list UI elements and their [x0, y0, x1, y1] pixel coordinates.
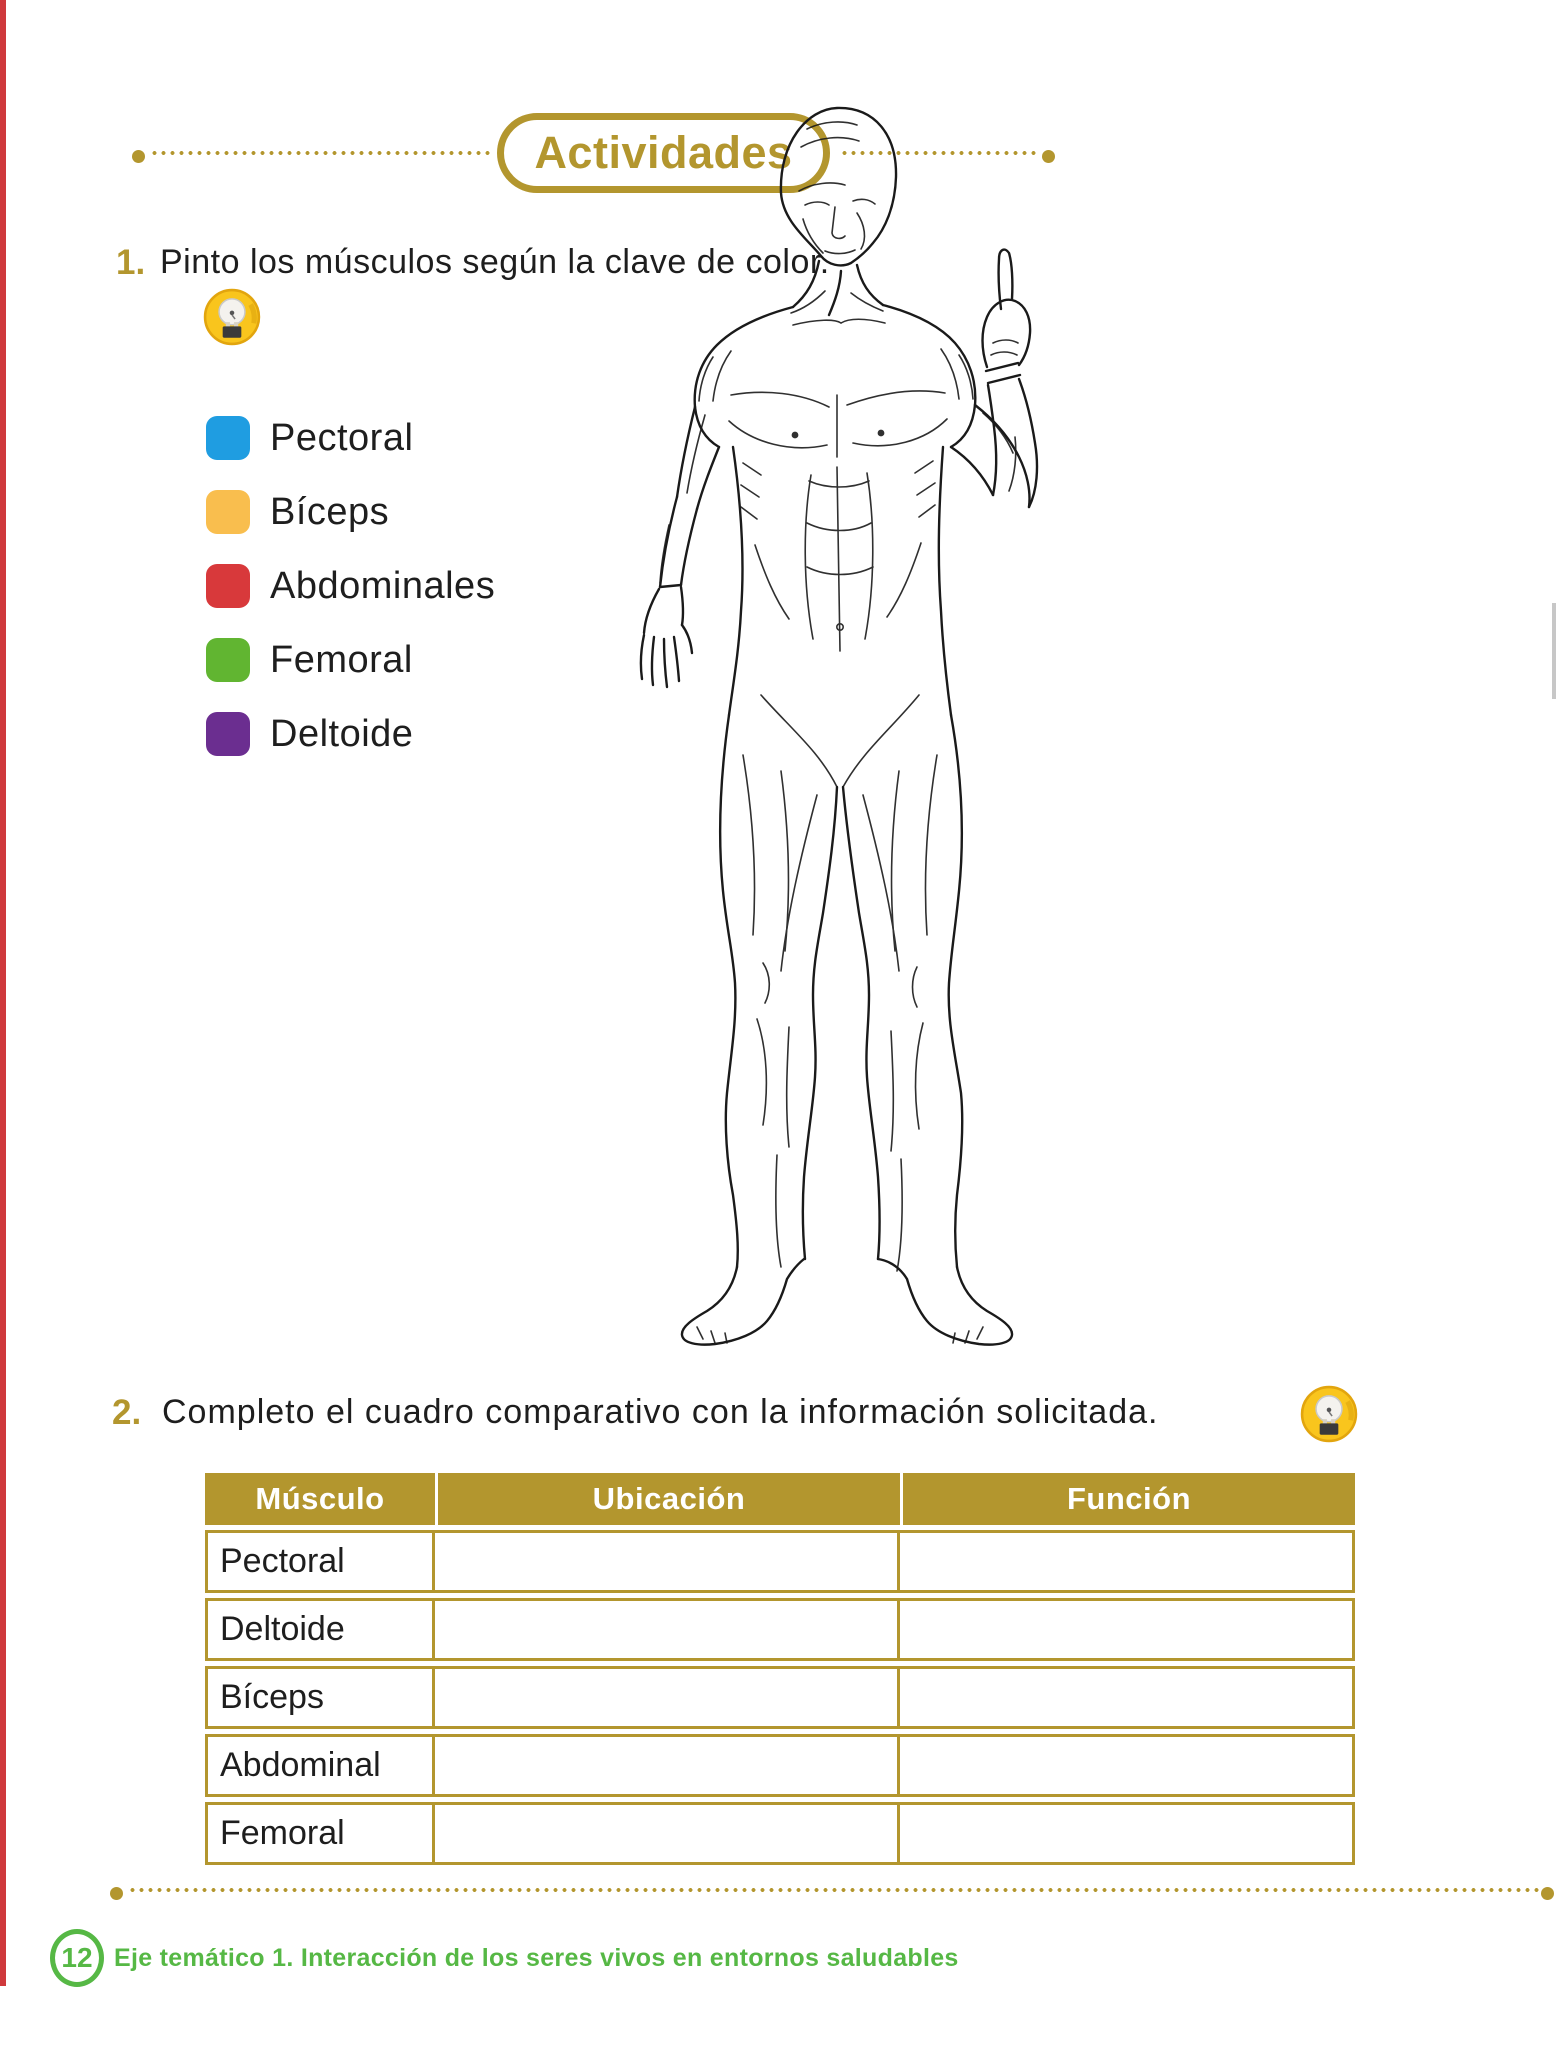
leader-line-bottom — [128, 1887, 1540, 1893]
table-row — [205, 1598, 1355, 1661]
answer-cell-funcion[interactable] — [897, 1666, 1355, 1729]
legend-label: Bíceps — [270, 490, 390, 533]
human-muscular-figure-illustration — [585, 95, 1225, 1365]
color-swatch-deltoide[interactable] — [206, 712, 250, 756]
activity2-number: 2. — [112, 1393, 142, 1432]
row-label: Abdominal — [205, 1734, 435, 1797]
row-label: Pectoral — [205, 1530, 435, 1593]
legend-label: Pectoral — [270, 416, 414, 459]
page-edge-red-bar — [0, 0, 6, 1986]
answer-cell-ubicacion[interactable] — [432, 1530, 900, 1593]
table-header-ubicacion: Ubicación — [435, 1473, 900, 1525]
color-swatch-pectoral[interactable] — [206, 416, 250, 460]
table-header-musculo: Músculo — [255, 1481, 385, 1516]
answer-cell-funcion[interactable] — [897, 1734, 1355, 1797]
leader-dot-right — [1541, 1887, 1554, 1900]
legend-label: Abdominales — [270, 564, 496, 607]
page-number-badge — [50, 1929, 104, 1987]
answer-cell-funcion[interactable] — [897, 1802, 1355, 1865]
leader-line-left — [150, 150, 494, 156]
legend-item — [206, 490, 389, 534]
answer-cell-ubicacion[interactable] — [432, 1598, 900, 1661]
color-swatch-femoral[interactable] — [206, 638, 250, 682]
color-swatch-abdominales[interactable] — [206, 564, 250, 608]
legend-item — [206, 712, 413, 756]
color-swatch-biceps[interactable] — [206, 490, 250, 534]
leader-dot-left — [110, 1887, 123, 1900]
lightbulb-icon — [203, 288, 261, 346]
row-label: Deltoide — [205, 1598, 435, 1661]
table-row — [205, 1734, 1355, 1797]
answer-cell-funcion[interactable] — [897, 1598, 1355, 1661]
activity1-number: 1. — [116, 243, 146, 282]
legend-label: Deltoide — [270, 712, 414, 755]
footer-theme-text: Eje temático 1. Interacción de los seres vivos en entornos saludables — [114, 1944, 959, 1972]
answer-cell-ubicacion[interactable] — [432, 1802, 900, 1865]
scan-edge-artifact — [1552, 603, 1556, 699]
table-row — [205, 1530, 1355, 1593]
legend-item — [206, 416, 413, 460]
lightbulb-icon — [1300, 1385, 1358, 1443]
row-label: Femoral — [205, 1802, 435, 1865]
row-label: Bíceps — [205, 1666, 435, 1729]
comparative-table — [205, 1473, 1355, 1865]
table-header-funcion: Función — [900, 1473, 1355, 1525]
answer-cell-funcion[interactable] — [897, 1530, 1355, 1593]
activity1-instruction: Pinto los músculos según la clave de color. — [160, 243, 830, 281]
page-title: Actividades — [534, 127, 793, 178]
legend-item — [206, 564, 495, 608]
leader-dot-left — [132, 150, 145, 163]
legend-item — [206, 638, 413, 682]
table-row — [205, 1666, 1355, 1729]
answer-cell-ubicacion[interactable] — [432, 1734, 900, 1797]
legend-label: Femoral — [270, 638, 413, 681]
table-header-row — [205, 1473, 1355, 1525]
table-row — [205, 1802, 1355, 1865]
activity2-instruction: Completo el cuadro comparativo con la información solicitada. — [162, 1393, 1159, 1431]
page-number: 12 — [61, 1942, 93, 1973]
answer-cell-ubicacion[interactable] — [432, 1666, 900, 1729]
